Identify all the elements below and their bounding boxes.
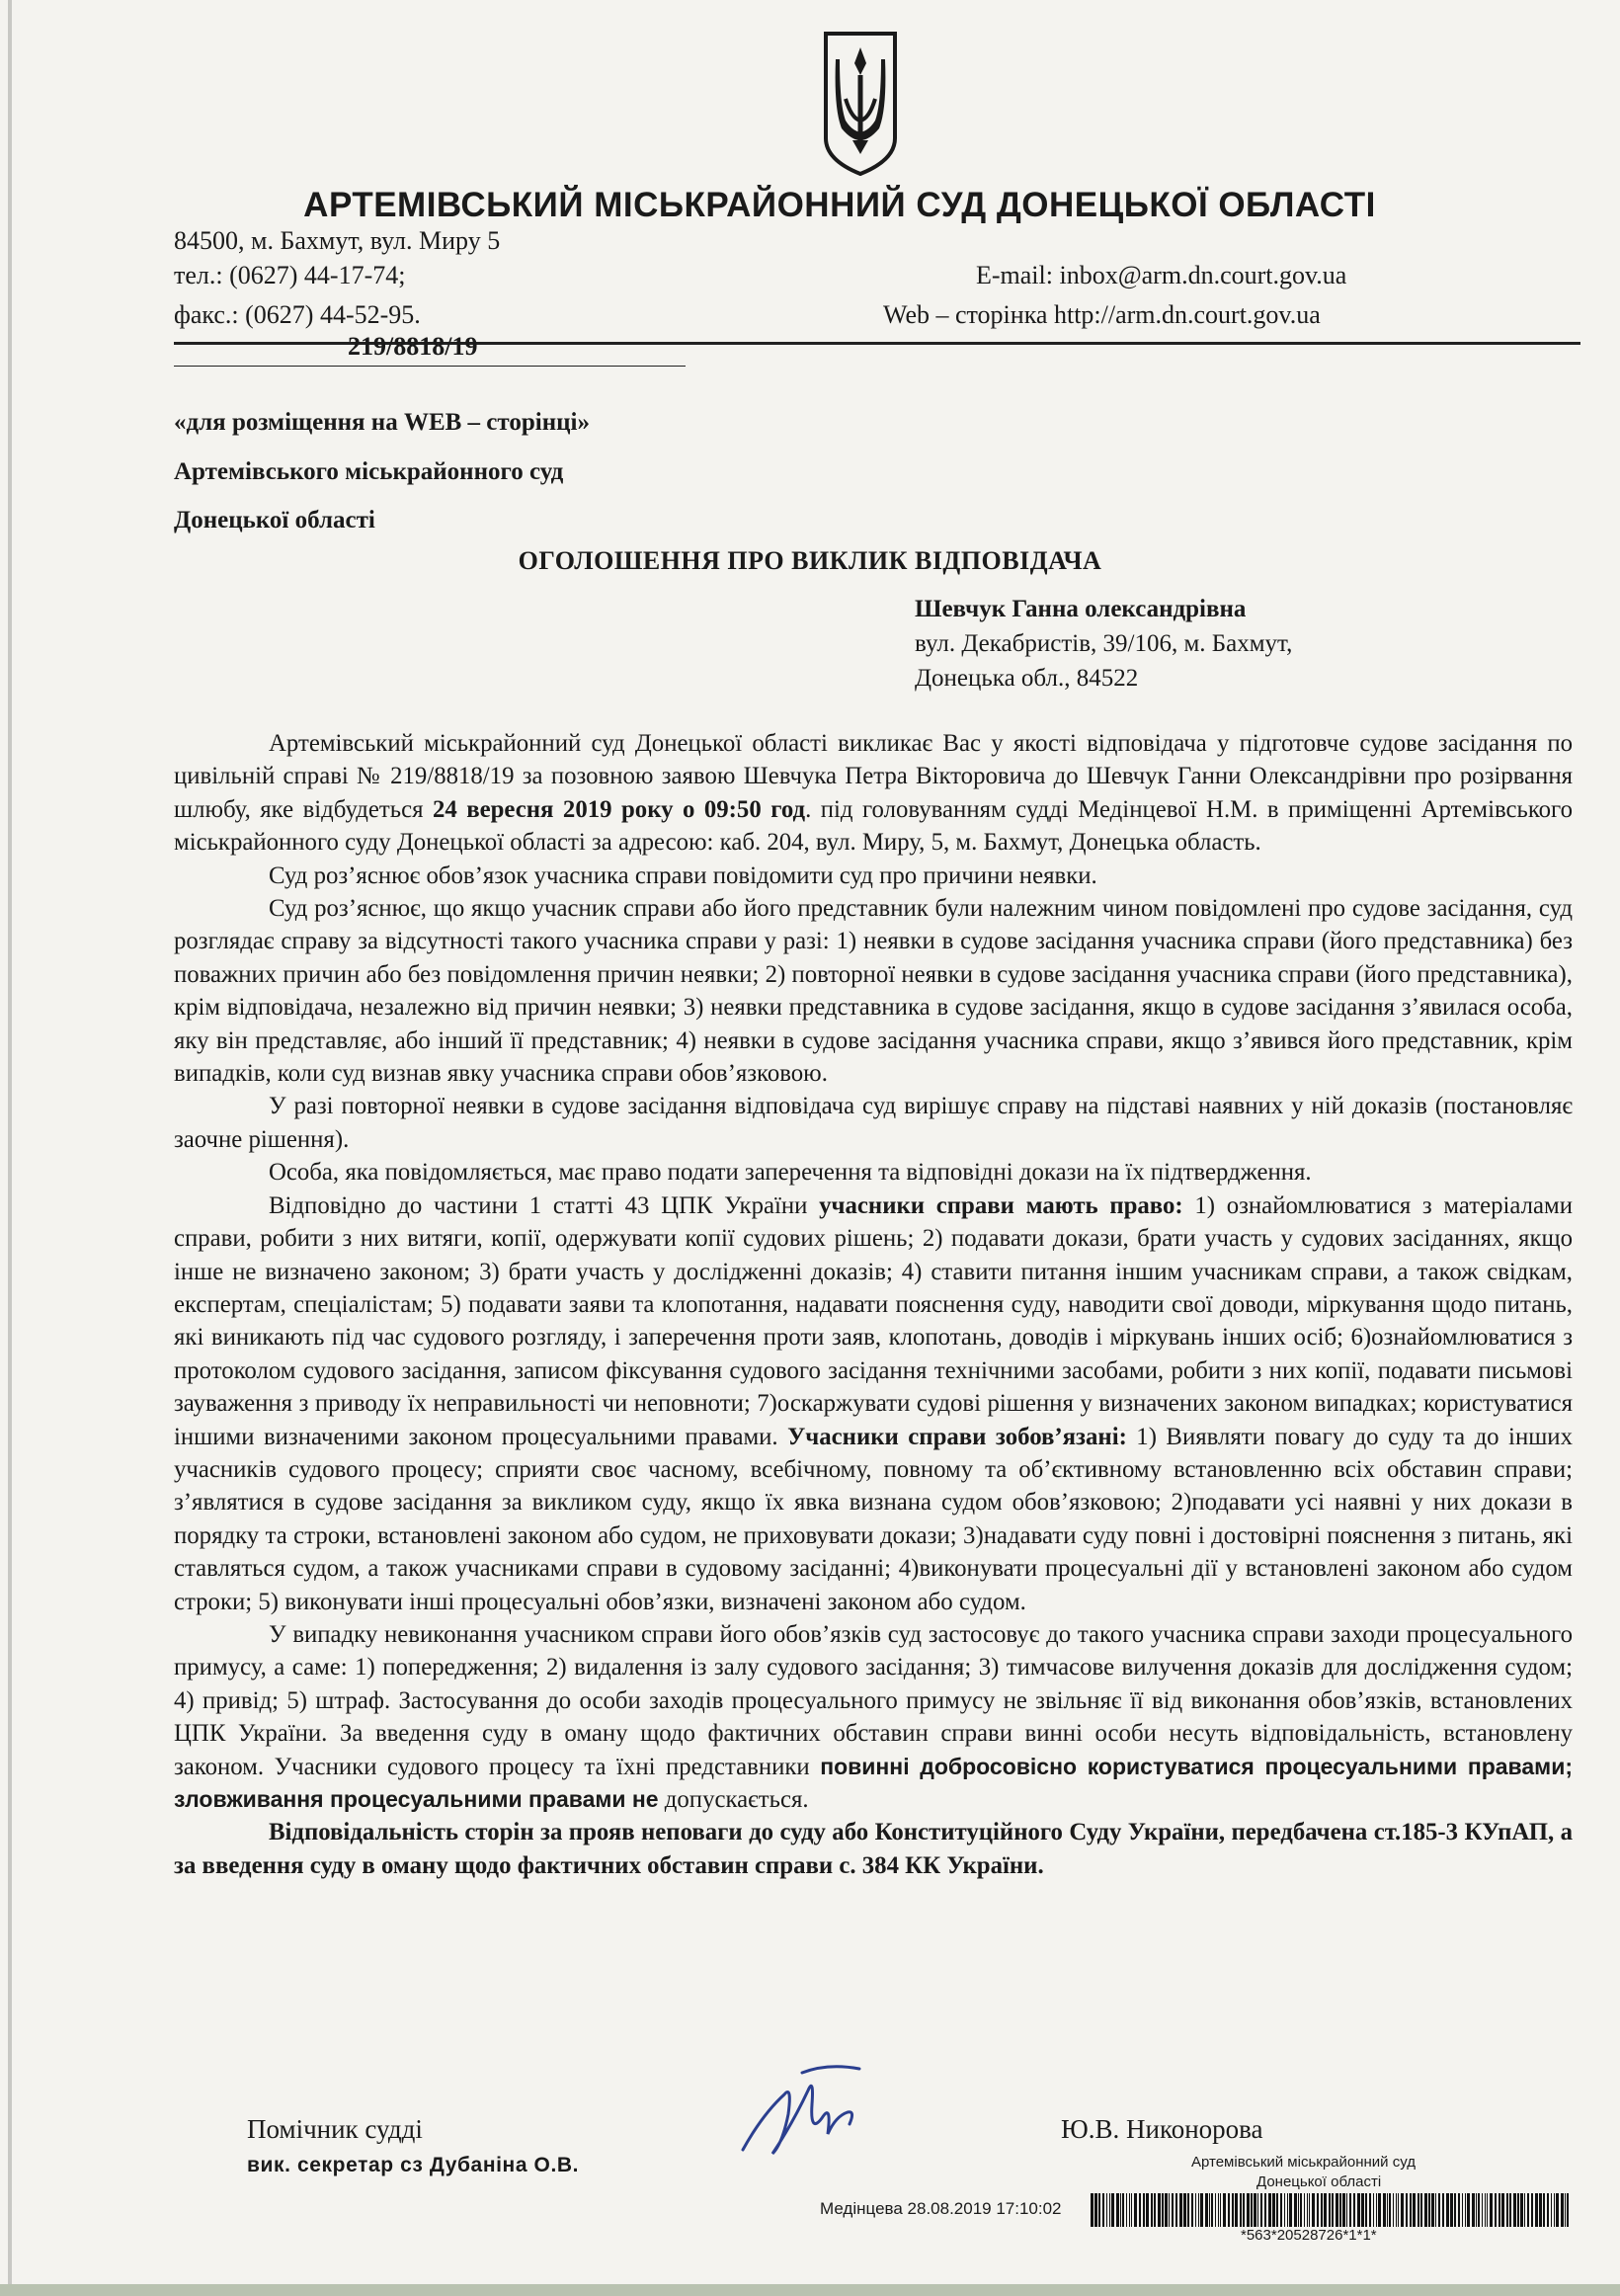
paragraph-summons: Артемівський міськрайонний суд Донецької області викликає Вас у якості відповідача у підготовче судове засідання по цивільній справі № 219/8818/19 за позовною заявою Шевчука Петра Вікторовича до Шевчук Ганни Олександрівни про розірвання шлюбу, яке відбудеться 24 вересня 2019 року о 09:50 год. під головуванням судді Медінцевої Н.М. в приміщенні Артемівського міськрайонного суду Донецької області за адресою: каб. 204, вул. Миру, 5, м. Бахмут, Донецька область. — [174, 730, 1574, 857]
placement-line-1: «для розміщення на WEB – сторінці» — [174, 409, 590, 436]
court-title: АРТЕМІВСЬКИЙ МІСЬКРАЙОННИЙ СУД ДОНЕЦЬКОЇ ОБЛАСТІ — [303, 186, 1376, 224]
notice-body — [174, 727, 1573, 1882]
addressee-region: Донецька обл., 84522 — [915, 665, 1139, 692]
announcement-title: ОГОЛОШЕННЯ ПРО ВИКЛИК ВІДПОВІДАЧА — [518, 546, 1102, 575]
stamp-datetime: Медінцева 28.08.2019 17:10:02 — [820, 2199, 1062, 2218]
paragraph-notify: Суд роз’яснює обов’язок учасника справи повідомити суд про причини неявки. — [269, 861, 1097, 889]
stamp-court-line-2: Донецької області — [1256, 2173, 1382, 2190]
paragraph-liability: Відповідальність сторін за прояв неповаги до суду або Конституційного Суду України, передбачена ст.185-3 КУпАП, а за введення суду в оману щодо фактичних обставин справи с. 384 КК України. — [174, 1819, 1573, 1879]
court-address: 84500, м. Бахмут, вул. Миру 5 — [174, 226, 501, 255]
scan-bottom-edge — [0, 2284, 1620, 2296]
case-number-line — [174, 332, 686, 367]
paragraph-default: У разі повторної неявки в судове засідання відповідача суд вирішує справу на підставі наявних у ній доказів (постановляє заочне рішення). — [174, 1093, 1573, 1153]
secretary-name: вик. секретар сз Дубаніна О.В. — [247, 2154, 580, 2176]
court-phone: тел.: (0627) 44-17-74; — [174, 261, 406, 289]
paragraph-coercion: У випадку невиконання учасником справи його обов’язків суд застосовує до такого учасника справи заходи процесуального примусу, а саме: 1) попередження; 2) видалення із залу судового засідання; 3) тимчасове вилучення доказів для дослідження судом; 4) привід; 5) штраф. Застосування до особи заходів процесуального примусу не звільняє її від виконання обов’язків, встановлених ЦПК України. За введення суду в оману щодо фактичних обставин справи винні особи несуть відповідальність, встановлену законом. Учасники судового процесу та їхні представники повинні добросовісно користуватися процесуальними правами; зловживання процесуальними правами не допускається. — [174, 1620, 1573, 1813]
addressee-name: Шевчук Ганна олександрівна — [915, 596, 1247, 622]
signer-name: Ю.В. Никонорова — [1061, 2114, 1263, 2144]
court-web: Web – сторінка http://arm.dn.court.gov.ua — [883, 300, 1321, 329]
barcode — [1091, 2193, 1573, 2227]
stamp-court-line-1: Артемівський міськрайонний суд — [1191, 2154, 1416, 2171]
placement-line-3: Донецької області — [174, 507, 375, 533]
court-fax: факс.: (0627) 44-52-95. — [174, 300, 421, 329]
hearing-date: 24 вересня 2019 року о 09:50 год — [432, 795, 806, 823]
court-email: E-mail: inbox@arm.dn.court.gov.ua — [976, 261, 1347, 289]
placement-line-2: Артемівського міськрайонного суд — [174, 458, 564, 485]
handwritten-signature — [733, 2055, 867, 2164]
signer-role: Помічник судді — [247, 2114, 423, 2144]
paragraph-absence: Суд роз’яснює, що якщо учасник справи або його представник були належним чином повідомлені про судове засідання, суд розглядає справу за відсутності такого учасника справи у разі: 1) неявки в судове засідання учасника справи (його представника) без поважних причин або без повідомлення причин неявки; 2) повторної неявки в судове засідання учасника справи (його представника), крім відповідача, незалежно від причин неявки; 3) неявки представника в судове засідання, якщо в судове засідання з’явилася особа, яку він представляє, або інший її представник; 4) неявки в судове засідання учасника справи, якщо з’явився його представник, крім випадків, коли суд визнав явку учасника справи обов’язковою. — [174, 895, 1573, 1088]
scan-edge — [8, 0, 12, 2296]
coat-of-arms-icon — [822, 30, 899, 178]
barcode-text: *563*20528726*1*1* — [1241, 2227, 1377, 2244]
paragraph-objection: Особа, яка повідомляється, має право подати заперечення та відповідні докази на їх підтвердження. — [269, 1159, 1312, 1187]
paragraph-rights: Відповідно до частини 1 статті 43 ЦПК України учасники справи мають право: 1) ознайомлюватися з матеріалами справи, робити з них витяги, копії, одержувати копії судових рішень; 2) подавати докази, брати участь у судових засіданнях, якщо інше не визначено законом; 3) брати участь у дослідженні доказів; 4) ставити питання іншим учасникам справи, а також свідкам, експертам, спеціалістам; 5) подавати заяви та клопотання, надавати пояснення суду, наводити свої доводи, міркування щодо питань, які виникають під час судового розгляду, і заперечення проти заяв, клопотань, доводів і міркувань інших осіб; 6)ознайомлюватися з протоколом судового засідання, записом фіксування судового засідання технічними засобами, робити з них копії, подавати письмові зауваження з приводу їх неправильності чи неповноти; 7)оскаржувати судові рішення у визначених законом випадках; користуватися іншими визначеними законом процесуальними правами. Учасники справи зобов’язані: 1) Виявляти повагу до суду та до інших учасників судового процесу; сприяти своє часному, всебічному, повному та об’єктивному встановленню всіх обставин справи; з’являтися в судове засідання за викликом суду, якщо їх явка визнана судом обов’язковою; 2)подавати усі наявні у них докази в порядку та строки, встановлені законом або судом, не приховувати докази; 3)надавати суду повні і достовірні пояснення з питань, які ставляться судом, а також учасниками справи в судовому засіданні; 4)виконувати процесуальні дії у встановлені законом або судом строки; 5) виконувати інші процесуальні обов’язки, визначені законом або судом. — [174, 1191, 1573, 1615]
case-number: 219/8818/19 — [348, 332, 478, 361]
addressee-street: вул. Декабристів, 39/106, м. Бахмут, — [915, 630, 1293, 657]
